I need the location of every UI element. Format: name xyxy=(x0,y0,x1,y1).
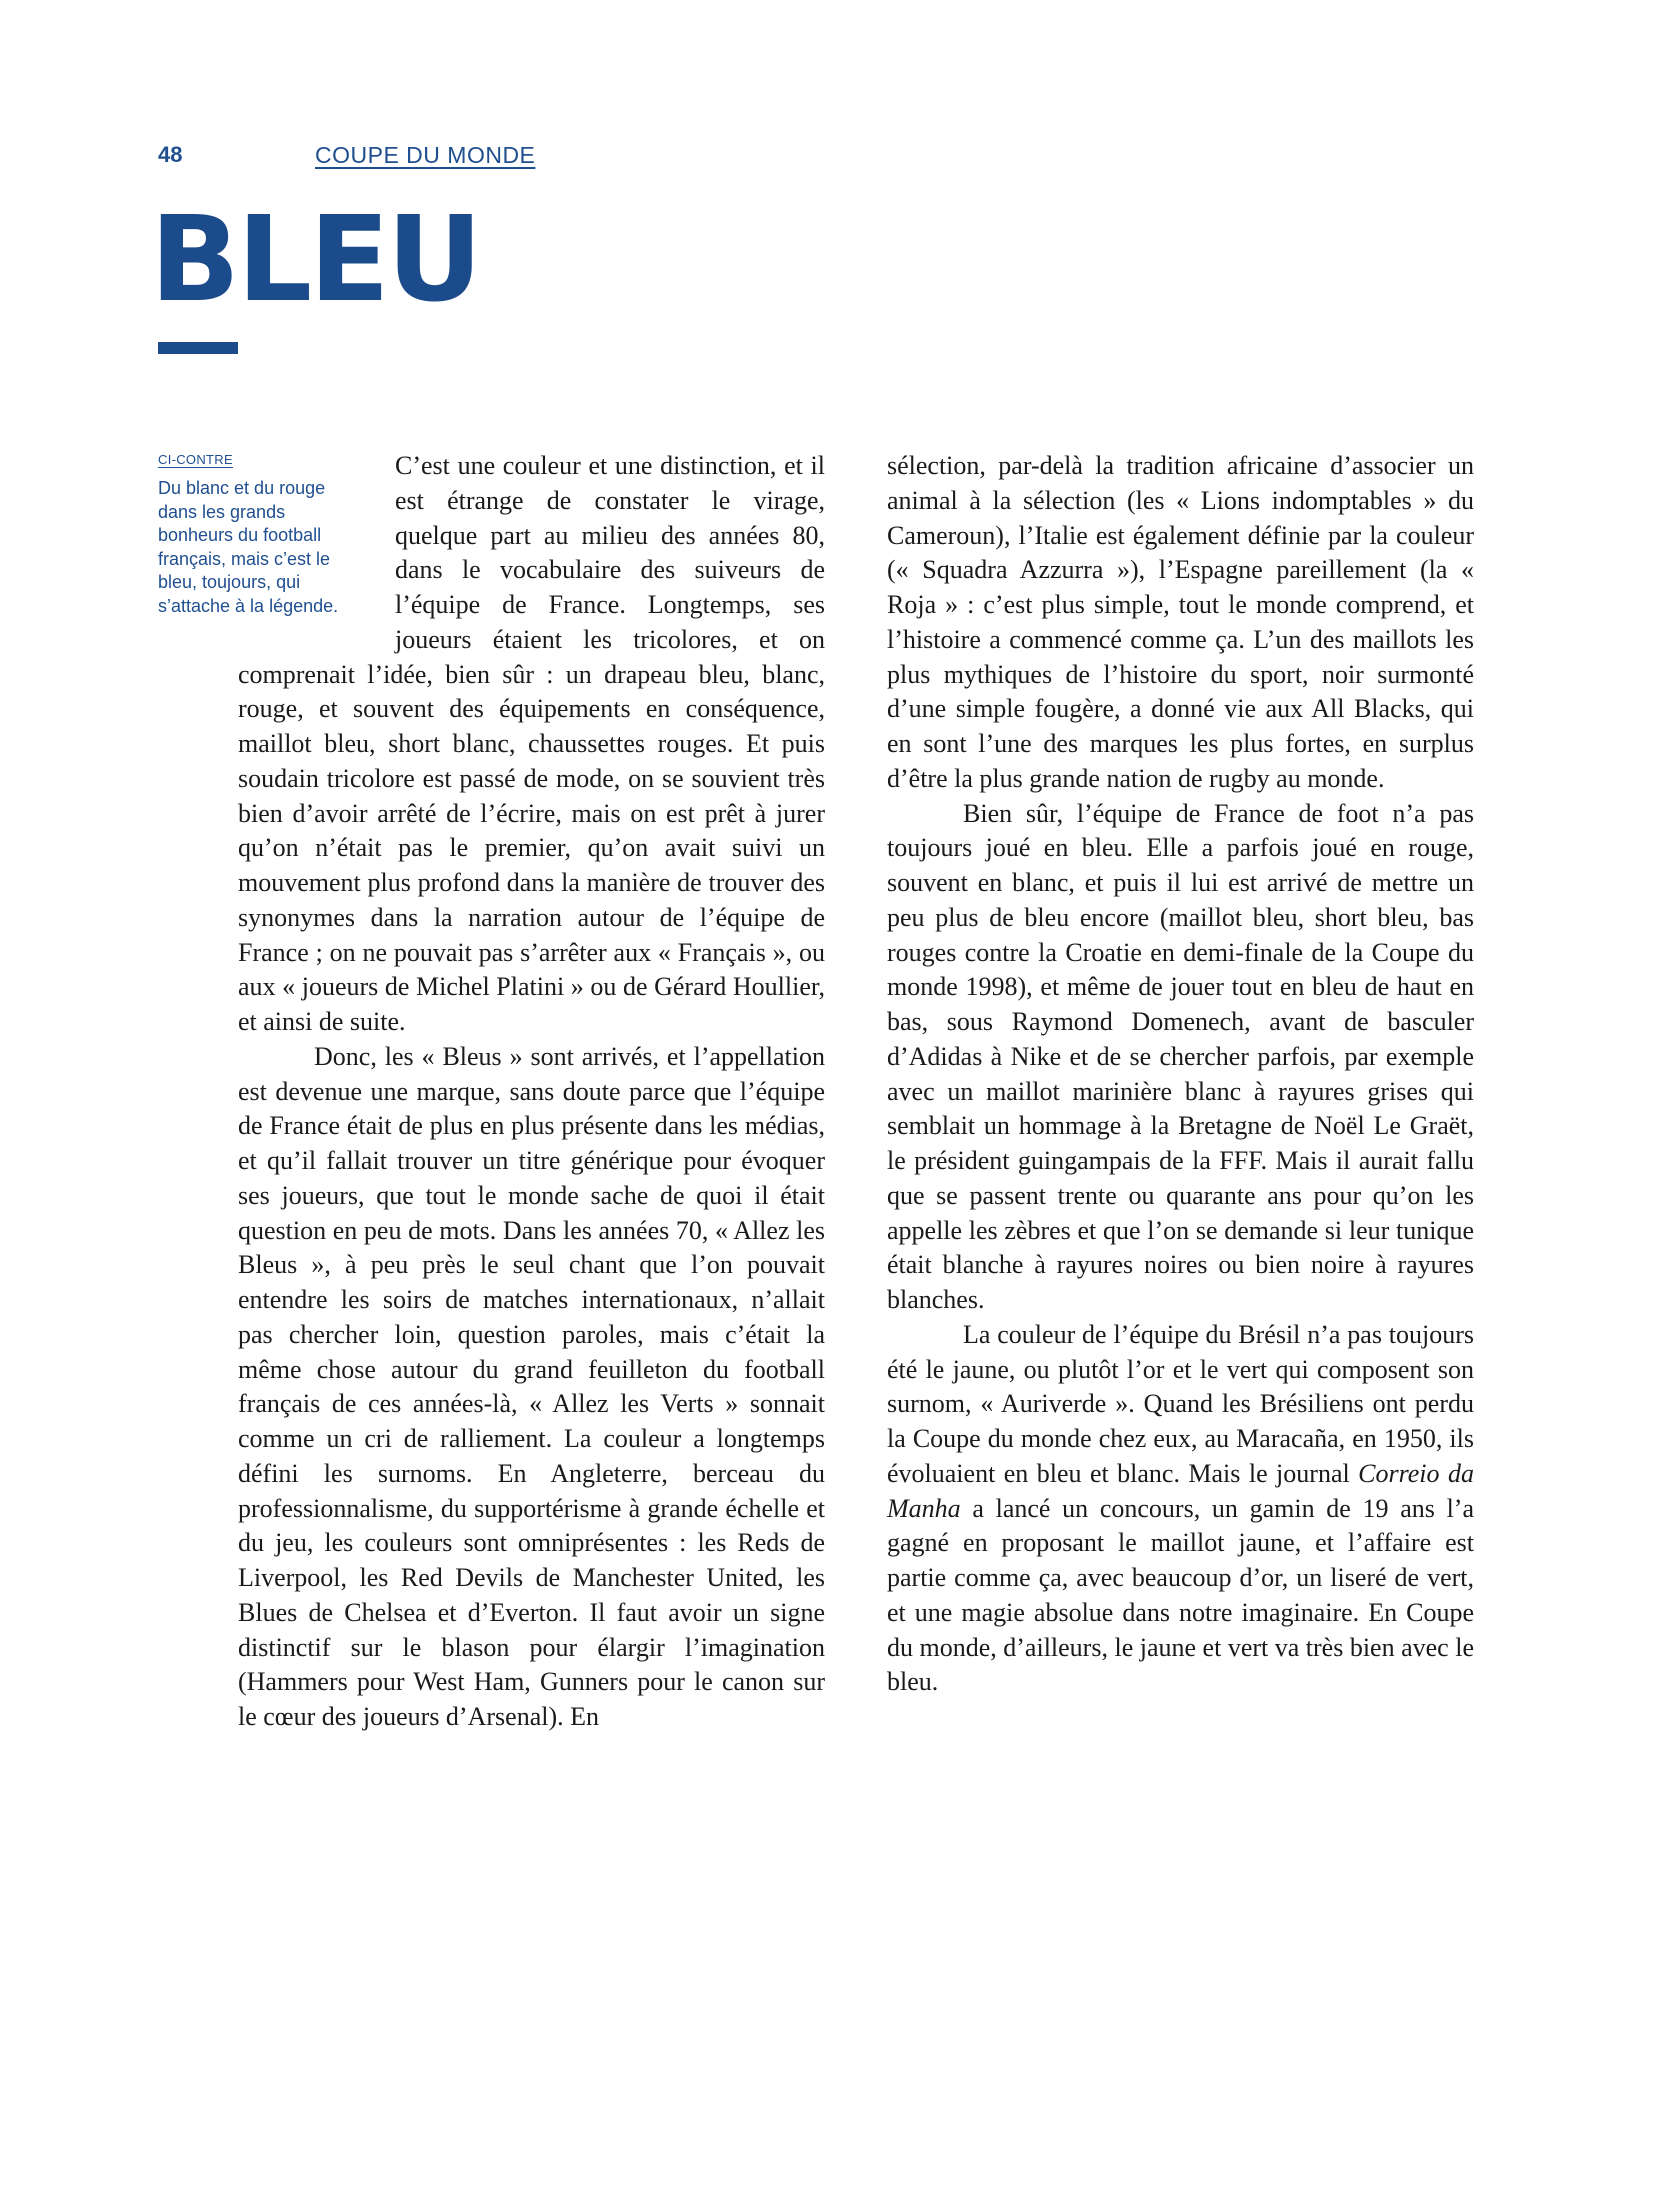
caption-space xyxy=(238,449,395,657)
section-label: COUPE DU MONDE xyxy=(315,142,536,168)
paragraph-5-end: a lancé un concours, un gamin de 19 ans l’a gagné en proposant le maillot jaune, et l’affaire est partie comme ça, avec beaucoup d’or, un liseré de vert, et une magie absolue dans notre imaginaire. En Coupe du monde, d’ailleurs, le jaune et vert va très bien avec le bleu. xyxy=(887,1493,1474,1697)
page-number: 48 xyxy=(158,142,183,167)
paragraph-3: sélection, par-delà la tradition africaine d’associer un animal à la sélection (les « Lions indomptables » du Cameroun), l’Italie est également définie par la couleur (« Squadra Azzurra »), l’Espagne pareillement (la « Roja » : c’est plus simple, tout le monde comprend, et l’histoire a commencé comme ça. L’un des maillots les plus mythiques de l’histoire du sport, noir surmonté d’une simple fougère, a donné vie aux All Blacks, qui en sont l’une des marques les plus fortes, en surplus d’être la plus grande nation de rugby au monde. xyxy=(887,451,1474,793)
text-column-left xyxy=(238,449,825,1735)
title-rule xyxy=(158,342,238,354)
article-title: BLEU xyxy=(150,190,480,328)
paragraph-2: Donc, les « Bleus » sont arrivés, et l’appellation est devenue une marque, sans doute parce que l’équipe de France était de plus en plus présente dans les médias, et qu’il fallait trouver un titre générique pour évoquer ses joueurs, que tout le monde sache de quoi il était question en peu de mots. Dans les années 70, « Allez les Bleus », à peu près le seul chant que l’on pouvait entendre les soirs de matches internationaux, n’allait pas chercher loin, question paroles, mais c’était la même chose autour du grand feuilleton du football français de ces années-là, « Allez les Verts » sonnait comme un cri de ralliement. La couleur a longtemps défini les surnoms. En Angleterre, berceau du professionnalisme, du supportérisme à grande échelle et du jeu, les couleurs sont omniprésentes : les Reds de Liverpool, les Red Devils de Manchester United, les Blues de Chelsea et d’Everton. Il faut avoir un signe distinctif sur le blason pour élargir l’imagination (Hammers pour West Ham, Gunners pour le canon sur le cœur des joueurs d’Arsenal). En xyxy=(238,1041,825,1731)
paragraph-5 xyxy=(887,1318,1474,1700)
paragraph-5-start: La couleur de l’équipe du Brésil n’a pas toujours été le jaune, ou plutôt l’or et le vert qui composent son surnom, « Auriverde ». Quand les Brésiliens ont perdu la Coupe du monde chez eux, au Maracaña, en 1950, ils évoluaient en bleu et blanc. Mais le journal xyxy=(887,1319,1474,1488)
caption-text: Du blanc et du rouge dans les grands bonheurs du football français, mais c’est le bleu, toujours, qui s’attache à la légende. xyxy=(158,478,339,616)
paragraph-4: Bien sûr, l’équipe de France de foot n’a pas toujours joué en bleu. Elle a parfois joué en rouge, souvent en blanc, et puis il lui est arrivé de mettre un peu plus de bleu encore (maillot bleu, short bleu, bas rouges contre la Croatie en demi-finale de la Coupe du monde 1998), et même de jouer tout en bleu de haut en bas, sous Raymond Domenech, avant de basculer d’Adidas à Nike et de se chercher parfois, par exemple avec un maillot marinière blanc à rayures grises qui semblait un hommage à la Bretagne de Noël Le Graët, le président guingampais de la FFF. Mais il aurait fallu que se passent trente ou quarante ans pour qu’on les appelle les zèbres et que l’on se demande si leur tunique était blanche à rayures noires ou bien noire à rayures blanches. xyxy=(887,798,1474,1314)
paragraph-1: C’est une couleur et une distinction, et il est étrange de constater le virage, quelque part au milieu des années 80, dans le vocabulaire des suiveurs de l’équipe de France. Longtemps, ses joueurs étaient les tricolores, et on comprenait l’idée, bien sûr : un drapeau bleu, blanc, rouge, et souvent des équipements en conséquence, maillot bleu, short blanc, chaussettes rouges. Et puis soudain tricolore est passé de mode, on se souvient très bien d’avoir arrêté de l’écrire, mais on est prêt à jurer qu’on n’était pas le premier, qu’on avait suivi un mouvement plus profond dans la manière de trouver des synonymes dans la narration autour de l’équipe de France ; on ne pouvait pas s’arrêter aux « Français », ou aux « joueurs de Michel Platini » ou de Gérard Houllier, et ainsi de suite. xyxy=(238,451,825,1036)
newspaper-name: Correio da Manha xyxy=(887,1458,1474,1523)
caption-label: CI-CONTRE xyxy=(158,452,233,467)
text-column-right xyxy=(887,449,1474,1700)
